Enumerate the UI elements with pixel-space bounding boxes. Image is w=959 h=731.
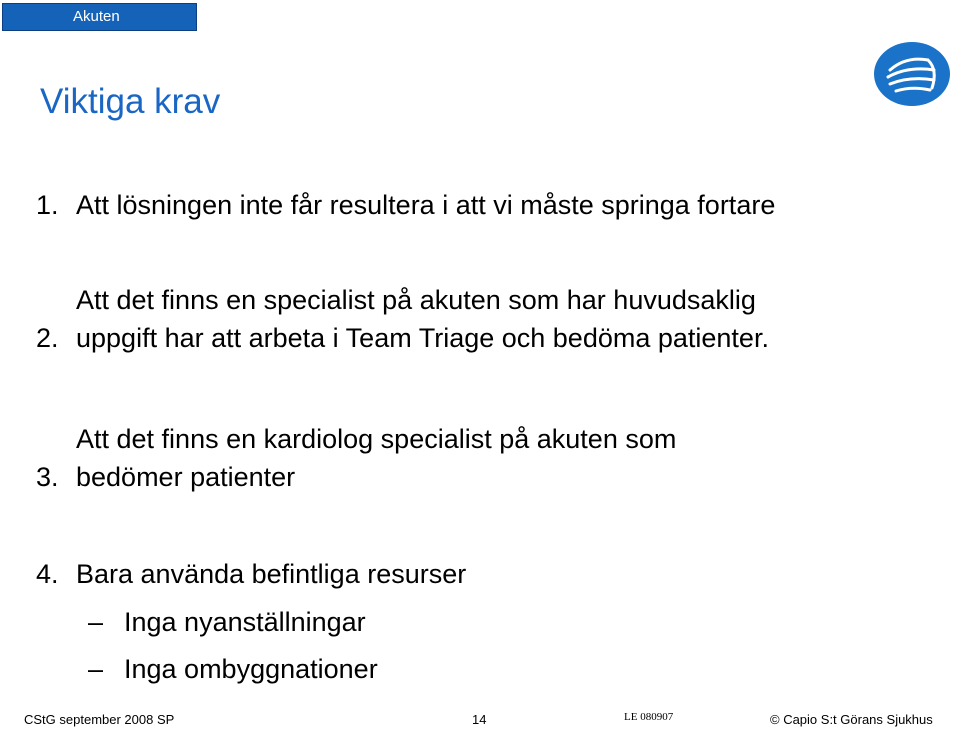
item-text-line: Att det finns en specialist på akuten som har huvudsaklig [76,285,756,315]
page-number: 14 [472,712,487,727]
requirement-item-2 [36,281,936,357]
requirement-item-1 [36,186,936,224]
slide-title: Viktiga krav [40,82,221,121]
footer-copyright: © Capio S:t Görans Sjukhus [770,712,933,727]
hand-logo-icon [872,40,952,108]
item-text-line: bedömer patienter [76,462,296,492]
section-tag: Akuten [2,3,197,31]
footer-code: LE 080907 [624,711,674,723]
sub-item-1 [88,603,366,641]
footer-date: CStG september 2008 SP [24,712,175,727]
item-text-line: Att det finns en kardiolog specialist på akuten som [76,424,677,454]
dash-bullet: – [88,607,104,637]
requirement-item-3 [36,420,936,496]
dash-bullet: – [88,654,104,684]
sub-item-text: Inga nyanställningar [124,607,366,637]
item-number: 2. [36,323,59,353]
sub-item-2 [88,650,378,688]
item-text-line: uppgift har att arbeta i Team Triage och bedöma patienter. [76,323,769,353]
item-text: Bara använda befintliga resurser [76,559,467,589]
item-number: 1. [36,190,59,220]
item-text: Att lösningen inte får resultera i att vi måste springa fortare [76,190,776,220]
sub-item-text: Inga ombyggnationer [124,654,378,684]
item-number: 4. [36,559,59,589]
requirement-item-4 [36,555,936,593]
item-number: 3. [36,462,59,492]
